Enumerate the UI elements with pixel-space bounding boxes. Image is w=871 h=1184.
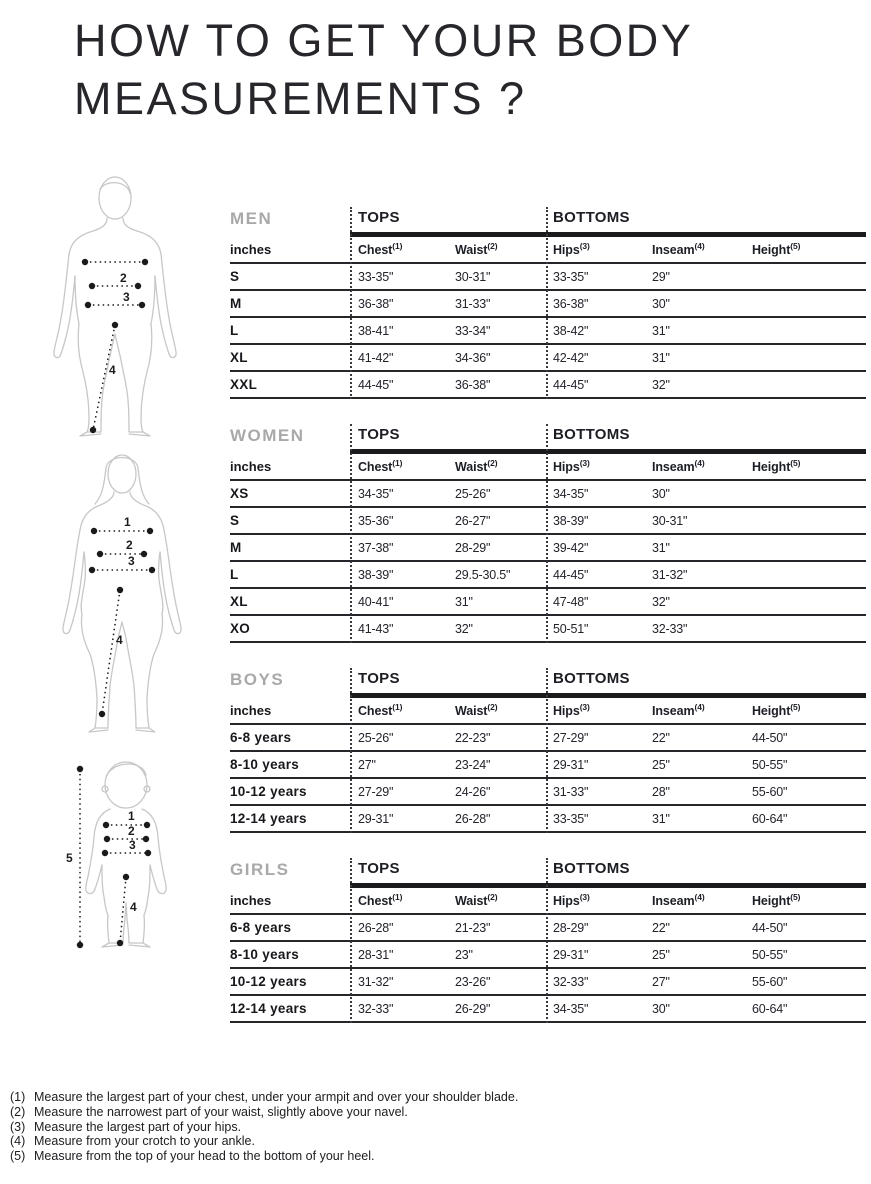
bottoms-group-header: BOTTOMS	[553, 860, 630, 877]
measurement-value: 34-35"	[553, 486, 589, 501]
column-header-waist	[455, 892, 553, 908]
woman-head	[108, 455, 136, 493]
woman-waist-number: 2	[126, 538, 133, 552]
page-title-line2: MEASUREMENTS ?	[74, 73, 527, 124]
measurement-value: 32-33"	[553, 974, 589, 989]
row-label: 6-8 years	[230, 730, 292, 745]
measurement-value: 37-38"	[358, 540, 394, 555]
woman-inseam-number: 4	[116, 633, 123, 647]
measurement-value: 28"	[652, 784, 670, 799]
measurement-value: 32"	[455, 621, 473, 636]
measurement-value: 27"	[358, 757, 376, 772]
column-header-height	[752, 458, 866, 474]
child-inseam-number: 4	[130, 900, 137, 914]
table-row	[230, 725, 866, 752]
bottoms-dotted-separator	[546, 424, 548, 643]
measurement-value: 44-50"	[752, 730, 788, 745]
measurement-value: 55-60"	[752, 784, 788, 799]
table-row	[230, 806, 866, 833]
measurement-value: 27"	[652, 974, 670, 989]
measurement-value: 33-35"	[553, 811, 589, 826]
measurement-footnotes	[10, 1090, 518, 1164]
column-header-note: (1)	[392, 458, 403, 469]
footnote-line	[10, 1105, 518, 1120]
measurement-value: 44-45"	[553, 377, 589, 392]
column-header-label: Hips	[553, 460, 580, 475]
measurement-value: 60-64"	[752, 811, 788, 826]
measurement-value: 55-60"	[752, 974, 788, 989]
measurement-value: 31"	[652, 811, 670, 826]
row-label: L	[230, 567, 239, 582]
measurement-value: 38-39"	[358, 567, 394, 582]
unit-label: inches	[230, 242, 272, 257]
column-header-row	[230, 454, 866, 481]
tops-dotted-separator	[350, 207, 352, 399]
column-header-note: (2)	[487, 892, 498, 903]
column-header-label: Hips	[553, 894, 580, 909]
table-row	[230, 996, 866, 1023]
men-size-table	[230, 207, 866, 399]
measurement-value: 31-32"	[358, 974, 394, 989]
child-hair	[106, 764, 146, 777]
row-label: 12-14 years	[230, 811, 307, 826]
measurement-value: 25-26"	[455, 486, 491, 501]
table-rows	[230, 481, 866, 643]
measurement-value: 26-29"	[455, 1001, 491, 1016]
unit-label: inches	[230, 459, 272, 474]
page-title-line1: HOW TO GET YOUR BODY	[74, 15, 694, 66]
measurement-value: 26-28"	[455, 811, 491, 826]
woman-figure-svg	[42, 446, 202, 736]
measurement-value: 40-41"	[358, 594, 394, 609]
measurement-value: 25-26"	[358, 730, 394, 745]
tops-dotted-separator	[350, 858, 352, 1023]
row-label: XS	[230, 486, 249, 501]
column-header-height	[752, 702, 866, 718]
column-header-label: Height	[752, 460, 791, 475]
column-header-label: Hips	[553, 243, 580, 258]
column-header-note: (5)	[790, 702, 801, 713]
measurement-value: 25"	[652, 757, 670, 772]
measurement-value: 60-64"	[752, 1001, 788, 1016]
column-header-row	[230, 888, 866, 915]
measurement-value: 26-27"	[455, 513, 491, 528]
footnote-text: Measure the largest part of your chest, under your armpit and over your shoulder blade.	[34, 1090, 519, 1104]
column-header-note: (5)	[790, 458, 801, 469]
column-header-chest	[358, 892, 455, 908]
measurement-value: 31-33"	[455, 296, 491, 311]
measurement-value: 36-38"	[455, 377, 491, 392]
column-header-inseam	[652, 892, 752, 908]
woman-chest-number: 1	[124, 515, 131, 529]
table-row	[230, 264, 866, 291]
man-waist-number: 2	[120, 271, 127, 285]
column-header-note: (3)	[579, 892, 590, 903]
man-hips-number: 3	[123, 290, 130, 304]
group-header-row	[230, 858, 866, 883]
table-rows	[230, 725, 866, 833]
table-row	[230, 589, 866, 616]
tops-dotted-separator	[350, 668, 352, 833]
measurement-value: 34-36"	[455, 350, 491, 365]
column-header-label: Chest	[358, 704, 393, 719]
section-label-boys: BOYS	[230, 670, 285, 689]
woman-figure-illustration	[42, 446, 202, 736]
column-header-note: (4)	[694, 458, 705, 469]
footnote-text: Measure the largest part of your hips.	[34, 1119, 242, 1134]
row-label: S	[230, 513, 240, 528]
column-header-note: (3)	[579, 458, 590, 469]
bottoms-group-header: BOTTOMS	[553, 670, 630, 687]
bottoms-group-header: BOTTOMS	[553, 426, 630, 443]
column-header-label: Chest	[358, 243, 393, 258]
measurement-value: 31-33"	[553, 784, 589, 799]
column-header-label: Inseam	[652, 460, 695, 475]
table-row	[230, 318, 866, 345]
measurement-value: 44-45"	[553, 567, 589, 582]
column-header-inseam	[652, 241, 752, 257]
child-waist-number: 2	[128, 824, 135, 838]
inseam-measure-line	[102, 590, 120, 714]
footnote-number: (3)	[10, 1119, 26, 1134]
column-header-label: Inseam	[652, 704, 695, 719]
measurement-value: 30"	[652, 1001, 670, 1016]
row-label: L	[230, 323, 239, 338]
section-label-women: WOMEN	[230, 426, 305, 445]
measurement-value: 24-26"	[455, 784, 491, 799]
measurement-value: 28-31"	[358, 947, 394, 962]
measurement-value: 50-51"	[553, 621, 589, 636]
measurement-value: 27-29"	[553, 730, 589, 745]
table-row	[230, 942, 866, 969]
measurement-value: 26-28"	[358, 920, 394, 935]
footnote-line	[10, 1120, 518, 1135]
measurement-value: 38-42"	[553, 323, 589, 338]
table-row	[230, 345, 866, 372]
measurement-value: 29-31"	[358, 811, 394, 826]
girls-size-table	[230, 858, 866, 1023]
measurement-value: 27-29"	[358, 784, 394, 799]
group-header-row	[230, 424, 866, 449]
tops-group-header: TOPS	[358, 209, 400, 226]
column-header-label: Height	[752, 704, 791, 719]
column-header-label: Waist	[455, 243, 488, 258]
column-header-label: Chest	[358, 894, 393, 909]
measurement-value: 36-38"	[553, 296, 589, 311]
footnote-number: (4)	[10, 1134, 26, 1149]
table-row	[230, 562, 866, 589]
column-header-label: Inseam	[652, 894, 695, 909]
table-row	[230, 481, 866, 508]
column-header-note: (1)	[392, 892, 403, 903]
measurement-value: 23-24"	[455, 757, 491, 772]
child-height-number: 5	[66, 851, 73, 865]
column-header-label: Inseam	[652, 243, 695, 258]
measurement-value: 29-31"	[553, 947, 589, 962]
column-header-hips	[553, 458, 652, 474]
tops-dotted-separator	[350, 424, 352, 643]
table-row	[230, 508, 866, 535]
measurement-value: 32-33"	[652, 621, 688, 636]
column-header-row	[230, 698, 866, 725]
column-header-label: Waist	[455, 704, 488, 719]
row-label: XL	[230, 594, 248, 609]
column-header-hips	[553, 702, 652, 718]
column-header-hips	[553, 892, 652, 908]
footnote-text: Measure from your crotch to your ankle.	[34, 1134, 255, 1149]
measurement-value: 38-41"	[358, 323, 394, 338]
measurement-value: 22"	[652, 730, 670, 745]
measurement-value: 33-35"	[358, 269, 394, 284]
table-row	[230, 752, 866, 779]
column-header-note: (4)	[694, 702, 705, 713]
column-header-inseam	[652, 702, 752, 718]
column-header-note: (3)	[579, 241, 590, 252]
column-header-note: (1)	[392, 702, 403, 713]
tops-group-header: TOPS	[358, 426, 400, 443]
measurement-value: 22-23"	[455, 730, 491, 745]
measurement-value: 30"	[652, 486, 670, 501]
section-label-men: MEN	[230, 209, 273, 228]
section-label-girls: GIRLS	[230, 860, 290, 879]
measurement-value: 50-55"	[752, 947, 788, 962]
measurement-value: 25"	[652, 947, 670, 962]
column-header-note: (2)	[487, 458, 498, 469]
measurement-value: 34-35"	[358, 486, 394, 501]
child-hips-number: 3	[129, 838, 136, 852]
row-label: XO	[230, 621, 251, 636]
page-title	[74, 12, 693, 128]
footnote-number: (2)	[10, 1104, 26, 1119]
column-header-row	[230, 237, 866, 264]
measurement-value: 42-42"	[553, 350, 589, 365]
bottoms-dotted-separator	[546, 668, 548, 833]
table-row	[230, 535, 866, 562]
man-figure-illustration	[35, 172, 195, 440]
measurement-value: 23"	[455, 947, 473, 962]
column-header-label: Waist	[455, 894, 488, 909]
measurement-value: 31"	[455, 594, 473, 609]
column-header-height	[752, 892, 866, 908]
measurement-value: 50-55"	[752, 757, 788, 772]
tops-group-header: TOPS	[358, 860, 400, 877]
measurement-value: 32-33"	[358, 1001, 394, 1016]
row-label: M	[230, 540, 242, 555]
child-figure-illustration	[50, 745, 225, 1025]
column-header-note: (4)	[694, 892, 705, 903]
unit-label: inches	[230, 703, 272, 718]
measurement-value: 22"	[652, 920, 670, 935]
child-figure-svg	[50, 745, 225, 1025]
measurement-value: 32"	[652, 377, 670, 392]
man-head	[99, 177, 131, 219]
woman-hips-number: 3	[128, 554, 135, 568]
table-row	[230, 291, 866, 318]
measurement-value: 30"	[652, 296, 670, 311]
man-figure-svg	[35, 172, 195, 440]
women-size-table	[230, 424, 866, 643]
column-header-note: (2)	[487, 241, 498, 252]
bottoms-group-header: BOTTOMS	[553, 209, 630, 226]
measurement-value: 33-35"	[553, 269, 589, 284]
row-label: 12-14 years	[230, 1001, 307, 1016]
column-header-chest	[358, 458, 455, 474]
measurement-value: 44-45"	[358, 377, 394, 392]
column-header-waist	[455, 458, 553, 474]
measurement-value: 29"	[652, 269, 670, 284]
row-label: 10-12 years	[230, 974, 307, 989]
measurement-value: 28-29"	[553, 920, 589, 935]
column-header-label: Waist	[455, 460, 488, 475]
bottoms-dotted-separator	[546, 858, 548, 1023]
table-row	[230, 616, 866, 643]
footnote-text: Measure from the top of your head to the bottom of your heel.	[34, 1149, 375, 1164]
measurement-value: 29.5-30.5"	[455, 567, 511, 582]
unit-label: inches	[230, 893, 272, 908]
inseam-measure-line	[93, 325, 115, 430]
measurement-value: 28-29"	[455, 540, 491, 555]
footnote-number: (5)	[10, 1149, 26, 1164]
row-label: XXL	[230, 377, 258, 392]
bottoms-dotted-separator	[546, 207, 548, 399]
measurement-value: 23-26"	[455, 974, 491, 989]
column-header-hips	[553, 241, 652, 257]
row-label: 8-10 years	[230, 757, 300, 772]
man-inseam-number: 4	[109, 363, 116, 377]
column-header-label: Height	[752, 894, 791, 909]
row-label: 10-12 years	[230, 784, 307, 799]
measurement-value: 30-31"	[652, 513, 688, 528]
column-header-note: (4)	[694, 241, 705, 252]
measurement-value: 31-32"	[652, 567, 688, 582]
footnote-number: (1)	[10, 1090, 26, 1104]
measurement-value: 39-42"	[553, 540, 589, 555]
measurement-value: 41-42"	[358, 350, 394, 365]
column-header-inseam	[652, 458, 752, 474]
footnote-line	[10, 1149, 518, 1164]
measurement-value: 44-50"	[752, 920, 788, 935]
measurement-value: 29-31"	[553, 757, 589, 772]
row-label: M	[230, 296, 242, 311]
column-header-note: (5)	[790, 892, 801, 903]
measurement-value: 34-35"	[553, 1001, 589, 1016]
column-header-note: (3)	[579, 702, 590, 713]
column-header-note: (2)	[487, 702, 498, 713]
group-header-row	[230, 668, 866, 693]
table-row	[230, 372, 866, 399]
child-chest-number: 1	[128, 809, 135, 823]
table-row	[230, 969, 866, 996]
measurement-value: 21-23"	[455, 920, 491, 935]
column-header-height	[752, 241, 866, 257]
measurement-value: 41-43"	[358, 621, 394, 636]
table-row	[230, 779, 866, 806]
measurement-value: 36-38"	[358, 296, 394, 311]
measurement-value: 47-48"	[553, 594, 589, 609]
column-header-waist	[455, 241, 553, 257]
measurement-value: 31"	[652, 540, 670, 555]
group-header-row	[230, 207, 866, 232]
footnote-line	[10, 1134, 518, 1149]
measurement-value: 38-39"	[553, 513, 589, 528]
row-label: S	[230, 269, 240, 284]
column-header-chest	[358, 702, 455, 718]
measurement-value: 35-36"	[358, 513, 394, 528]
measurement-value: 32"	[652, 594, 670, 609]
row-label: 6-8 years	[230, 920, 292, 935]
boys-size-table	[230, 668, 866, 833]
column-header-note: (5)	[790, 241, 801, 252]
column-header-waist	[455, 702, 553, 718]
measurement-value: 31"	[652, 350, 670, 365]
column-header-label: Hips	[553, 704, 580, 719]
footnote-line	[10, 1090, 518, 1105]
measurement-value: 33-34"	[455, 323, 491, 338]
tops-group-header: TOPS	[358, 670, 400, 687]
measurement-value: 31"	[652, 323, 670, 338]
man-hair	[100, 183, 130, 193]
table-rows	[230, 915, 866, 1023]
row-label: 8-10 years	[230, 947, 300, 962]
row-label: XL	[230, 350, 248, 365]
table-row	[230, 915, 866, 942]
column-header-note: (1)	[392, 241, 403, 252]
table-rows	[230, 264, 866, 399]
footnote-text: Measure the narrowest part of your waist, slightly above your navel.	[34, 1104, 408, 1119]
column-header-chest	[358, 241, 455, 257]
column-header-label: Height	[752, 243, 791, 258]
measurement-value: 30-31"	[455, 269, 491, 284]
column-header-label: Chest	[358, 460, 393, 475]
